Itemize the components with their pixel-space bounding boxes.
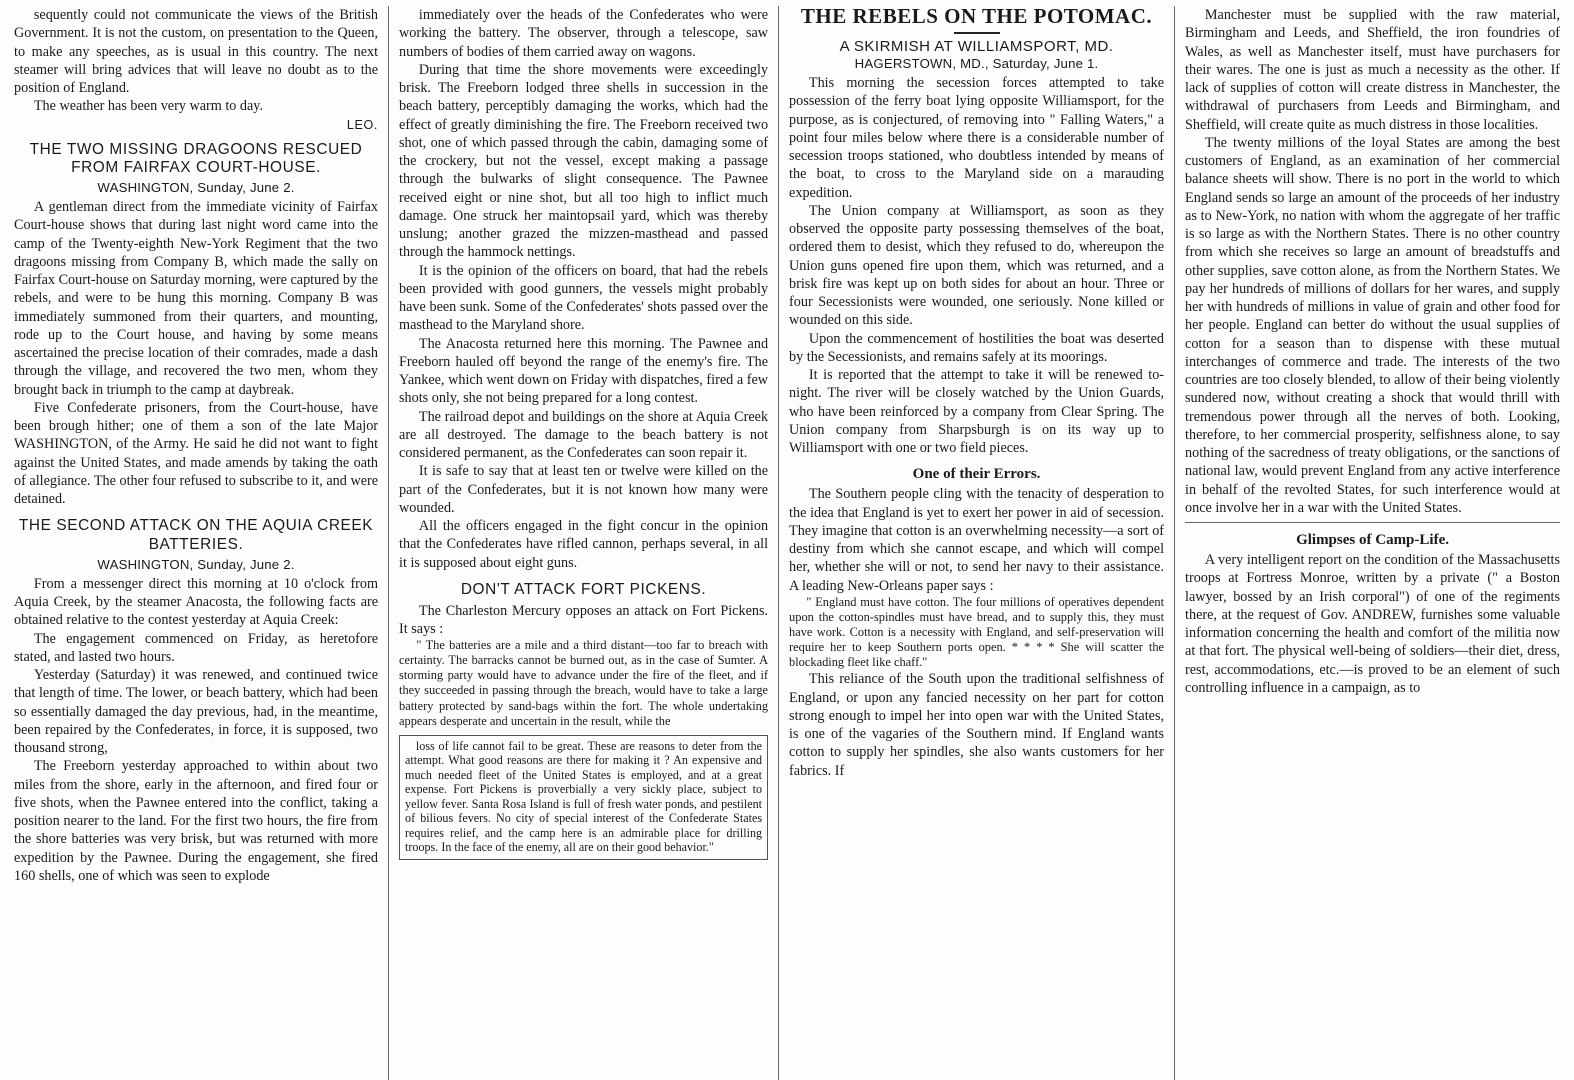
signoff: LEO. (346, 117, 379, 132)
headline: DON'T ATTACK FORT PICKENS. (460, 580, 707, 598)
paragraph: Yesterday (Saturday) it was renewed, and continued twice that length of time. The lower, or beach battery, which had been so essentially damaged the day previous, had, in the meantime, been repaired by the Confederates, in force, it is supposed, two thousand strong, (14, 667, 379, 757)
paragraph: A gentleman direct from the immediate vicinity of Fairfax Court-house shows that during last night word came into the camp of the Twenty-eighth New-York Regiment that the two dragoons missing from Company B, which made the sally on Fairfax Court-house on Saturday morning, were captured by the rebels, and were to be hung this morning. Company B was immediately summoned from their quarters, and mounting, rode up to the Court house, and having by some means ascertained the precise location of their comrades, made a dash through the village, and recovered the two men, whom they brought back in triumph to the camp at daybreak. (14, 199, 379, 398)
paragraph: The Freeborn yesterday approached to within about two miles from the shore, early in the afternoon, and fired four or five shots, when the Pawnee entered into the conflict, taking a position nearer to the land. For the first two hours, the fire from the shore batteries was very brisk, but was returned with more expedition by the Pawnee. During the engagement, she fired 160 shells, one of which was seen to explode (14, 758, 379, 884)
paragraph: The engagement commenced on Friday, as heretofore stated, and lasted two hours. (14, 630, 379, 665)
paragraph: A very intelligent report on the condition of the Massachusetts troops at Fortress Monroe, written by a private (" a Boston lawyer, bossed by an Irish corporal") of one of the regiments there, at the request of Gov. ANDREW, furnishes some valuable information concerning the health and comfort of the militia now at that fort. The physical well-being of soldiers—their diet, dress, rest, accommodations, etc.—is proved to be an element of such controlling influence in a campaign, as to (1185, 552, 1561, 696)
paragraph: This morning the secession forces attempted to take possession of the ferry boat lying opposite Williamsport, for the purpose, as is conjectured, of removing into " Falling Waters," a point four miles below where there is a considerable number of secession troops stationed, who doubtless intended by means of the boat, to cross to the Maryland side on a marauding expedition. (789, 75, 1165, 201)
boxed-continuation (399, 735, 768, 860)
paragraph: Manchester must be supplied with the raw material, Birmingham and Leeds, and Sheffield, the iron foundries of Wales, as well as Manchester itself, must have purchasers for their wares. The one is just as much a necessity as the other. If lack of supplies of cotton will create distress in Manchester, the withdrawal of purchasers from Leeds and Birmingham, and Sheffield, will create quite as much distress in those localities. (1185, 7, 1561, 133)
paragraph: This reliance of the South upon the traditional selfishness of England, or upon any fancied necessity on her part for cotton strong enough to impel her into open war with the United States, is one of the vagaries of the Southern mind. If England wants cotton to supply her spindles, she also wants customers for her fabrics. If (789, 671, 1165, 779)
boxed-text: loss of life cannot fail to be great. These are reasons to deter from the attempt. What good reasons are there for making it ? An expensive and much needed fleet of the United States is employed, and at a great expense. Fort Pickens is proverbially a very sickly place, subject to yellow fever. Santa Rosa Island is full of fresh water ponds, and pestilent of bilious fevers. No city of special interest of the Confederate States requires relief, and the camp here is an admirable place for drilling troops. In the face of the enemy, all are on their good behavior." (405, 738, 763, 855)
column-2 (388, 6, 778, 1080)
quotation (789, 595, 1164, 671)
dateline: WASHINGTON, Sunday, June 2. (97, 556, 295, 572)
column-1 (4, 6, 388, 1080)
paragraph: sequently could not communicate the views of the British Government. It is not the custom, on presentation to the Queen, to make any speeches, as is usual in this country. The next steamer will bring advices that will leave no doubt as to the position of England. (14, 7, 379, 96)
quotation (399, 638, 768, 729)
column-4 (1174, 6, 1570, 1080)
sub-section-headline: Glimpses of Camp-Life. (1296, 532, 1449, 548)
paragraph: Five Confederate prisoners, from the Court-house, have been brough hither; one of them a son of the late Major WASHINGTON, of the Army. He said he did not want to fight against the United States, and made amends by taking the oath of allegiance. The other four refused to subscribe to it, and were detained. (14, 399, 379, 508)
sub-section-headline: One of their Errors. (912, 466, 1041, 483)
paragraph: All the officers engaged in the fight concur in the opinion that the Confederates have rifled cannon, perhaps several, in all it is supposed about eight guns. (399, 518, 769, 571)
paragraph: immediately over the heads of the Confederates who were working the battery. The observer, through a telescope, saw numbers of bodies of them carried away on wagons. (399, 7, 769, 60)
paragraph: It is safe to say that at least ten or twelve were killed on the part of the Confederates, but it is not known how many were wounded. (399, 463, 769, 516)
divider-rule (954, 32, 1000, 34)
quotation-text: " The batteries are a mile and a third distant—too far to breach with certainty. The barracks cannot be burned out, as in the case of Sumter. A storming party would have to advance under the fire of the fleet, and if they succeeded in passing through the breach, would have to take a large battery protected by sand-bags within the fort. The whole undertaking appears desperate and uncertain in the result, while the (399, 638, 769, 728)
section-title: THE REBELS ON THE POTOMAC. (800, 6, 1153, 28)
column-3 (778, 6, 1174, 1080)
paragraph: The Union company at Williamsport, as soon as they observed the opposite party possessing themselves of the boat, ordered them to desist, which they refused to do, whereupon the Union guns opened fire upon them, which was returned, and a brisk fire was kept up on both sides for about an hour. Three or four Secessionists were wounded, one seriously. None killed or wounded on this side. (789, 202, 1165, 329)
paragraph: During that time the shore movements were exceedingly brisk. The Freeborn lodged three shells in succession in the beach battery, perceptibly damaging the works, which had the effect of greatly diminishing the fire. The Freeborn received two shot, one of which passed through the cabin, damaging some of the crockery, but not the vessel, except making a passage through the bulwarks of slight consequence. The Pawnee received eight or nine shot, but all too high to inflict much damage. One struck her maintopsail yard, which was thereby unslung; another grazed the mizzen-masthead and passed through the hammock nettings. (399, 61, 769, 261)
dateline: WASHINGTON, Sunday, June 2. (97, 180, 295, 196)
paragraph: The Charleston Mercury opposes an attack on Fort Pickens. It says : (399, 602, 769, 637)
dateline: HAGERSTOWN, MD., Saturday, June 1. (854, 56, 1099, 71)
paragraph: From a messenger direct this morning at 10 o'clock from Aquia Creek, by the steamer Anacosta, the following facts are obtained relative to the contest yesterday at Aquia Creek: (14, 575, 379, 629)
paragraph: It is reported that the attempt to take it will be renewed to-night. The river will be closely watched by the Union Guards, who have been reinforced by a company from Clear Spring. The Union company from Sharpsburgh is on its way up to Williamsport with one or two field pieces. (789, 367, 1165, 456)
paragraph: Upon the commencement of hostilities the boat was deserted by the Secessionists, and remains safely at its moorings. (789, 330, 1165, 365)
paragraph: The Southern people cling with the tenacity of desperation to the idea that England is yet to exert her power in aid of secession. They imagine that cotton is an overwhelming necessity—a sort of destiny from which she cannot escape, and which will compel her, whether she will or not, to send her navy to their assistance. A leading New-Orleans paper says : (789, 486, 1165, 594)
headline: THE TWO MISSING DRAGOONS RESCUED FROM FAIRFAX COURT-HOUSE. (29, 140, 363, 177)
divider-line (1185, 522, 1560, 523)
subheadline: A SKIRMISH AT WILLIAMSPORT, MD. (839, 38, 1114, 55)
paragraph: The twenty millions of the loyal States are among the best customers of England, as an examination of her commercial balance sheets will show. There is no port in the world to which England sends so large an amount of the proceeds of her industry as to New-York, no nation with whom the aggregate of her traffic is so large as with the Northern States. There is no other country from which she receives so large an amount of breadstuffs and other supplies, save cotton alone, as from the Northern States. We pay her hundreds of millions of dollars for her wares, and supply her with hundreds of millions in value of grain and other food for her people. England can better do without the usual supplies of cotton for a season than to dispense with these mutual interchanges of commerce and trade. The interests of the two countries are too closely blended, to allow of their being violently sundered now, without creating a shock that would thrill with tremendous power through all the nerves of both. Looking, therefore, to her commercial prosperity, selfishness alone, to say nothing of the sacredness of treaty obligations, or the sanctions of national law, would prevent England from any active interference in behalf of the revolted States, for such interference would at once involve her in a war with the United States. (1185, 134, 1561, 516)
paragraph: The weather has been very warm to day. (33, 98, 264, 115)
quotation-text: " England must have cotton. The four millions of operatives dependent upon the cotton-spindles must have bread, and to supply this, they must have work. Cotton is a necessity with England, and self-preservation will require her to keep Southern ports open. * * * * She will scatter the blockading fleet like chaff." (789, 594, 1165, 670)
headline: THE SECOND ATTACK ON THE AQUIA CREEK BATTERIES. (18, 517, 374, 554)
paragraph: It is the opinion of the officers on board, that had the rebels been provided with good gunners, the vessels might probably have been sunk. Some of the Confederates' shots passed over the masthead to the Maryland shore. (399, 262, 769, 334)
paragraph: The railroad depot and buildings on the shore at Aquia Creek are all destroyed. The damage to the beach battery is not considered permanent, as the Confederates can soon repair it. (399, 408, 769, 461)
paragraph: The Anacosta returned here this morning. The Pawnee and Freeborn hauled off beyond the range of the enemy's fire. The Yankee, which went down on Friday with dispatches, fired a few shots only, she not being prepared for a long contest. (399, 335, 769, 407)
